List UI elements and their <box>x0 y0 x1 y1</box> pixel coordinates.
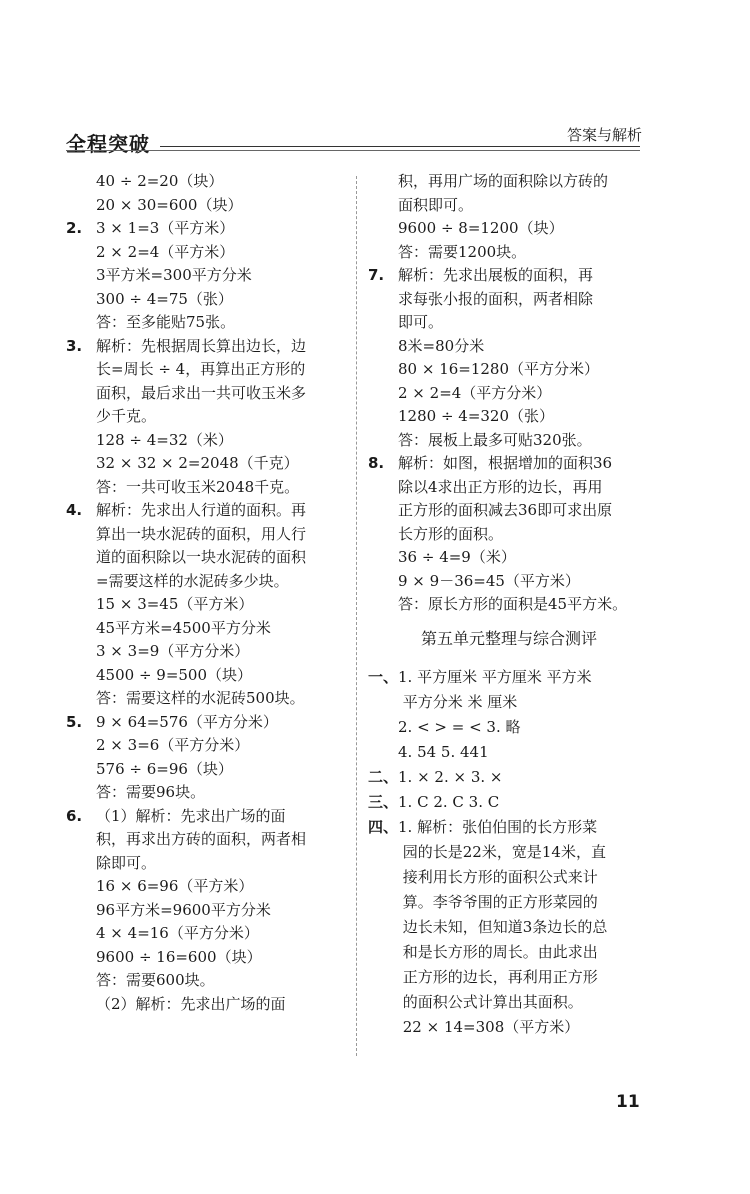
line-text: 正方形的面积减去36即可求出原 <box>398 501 613 519</box>
line-text: 9 × 9－36=45（平方米） <box>398 571 580 590</box>
item-number: 4. <box>66 501 83 519</box>
line-text: 积，再用广场的面积除以方砖的 <box>398 172 609 190</box>
line-text: 4500 ÷ 9=500（块） <box>96 665 253 684</box>
answer-line <box>368 452 650 476</box>
answer-line <box>66 711 354 735</box>
line-text: 答：至多能贴75张。 <box>96 313 236 331</box>
item-number: 5. <box>66 712 83 731</box>
answer-line <box>368 990 650 1015</box>
line-text: 面积即可。 <box>398 195 474 214</box>
line-text: 答：一共可收玉米2048千克。 <box>96 477 300 496</box>
line-text: 45平方米=4500平方分米 <box>96 618 271 637</box>
line-text: 少千克。 <box>96 407 157 425</box>
header-rule-lower <box>66 150 640 151</box>
right-column <box>368 170 650 1040</box>
answer-line <box>368 915 650 940</box>
item-number: 三、 <box>368 792 399 811</box>
line-text: 除即可。 <box>96 853 157 872</box>
answer-line <box>368 840 650 865</box>
answer-line <box>368 217 650 241</box>
line-text: 80 × 16=1280（平方分米） <box>398 360 600 378</box>
line-text: 1. × 2. × 3. × <box>398 767 503 786</box>
answer-line <box>66 194 354 218</box>
answer-line <box>368 523 650 547</box>
item-number: 6. <box>66 806 83 825</box>
answer-line <box>368 940 650 965</box>
line-text: 解析：先求出人行道的面积。再 <box>96 501 307 519</box>
answer-line <box>368 499 650 523</box>
line-text: 2 × 2=4（平方米） <box>96 242 235 261</box>
answer-line <box>66 382 354 406</box>
answer-line <box>368 241 650 265</box>
line-text: 2 × 2=4（平方分米） <box>398 383 552 402</box>
line-text: 3 × 3=9（平方分米） <box>96 642 250 660</box>
answer-line <box>66 405 354 429</box>
line-text: 除以4求出正方形的边长，再用 <box>398 477 603 496</box>
answer-line <box>66 264 354 288</box>
header-brand: 全程突破 <box>66 132 150 156</box>
column-divider <box>356 176 357 1056</box>
answer-line <box>66 170 354 194</box>
line-text: 求每张小报的面积，两者相除 <box>398 289 594 308</box>
line-text: 正方形的边长，再利用正方形 <box>398 967 598 986</box>
line-text: 2. < > = < 3. 略 <box>398 717 521 736</box>
answer-line <box>368 288 650 312</box>
answer-line <box>368 194 650 218</box>
line-text: 解析：先求出展板的面积，再 <box>398 266 594 284</box>
answer-line <box>368 715 650 740</box>
page-number: 11 <box>616 1092 640 1112</box>
line-text: 接利用长方形的面积公式来计 <box>398 867 598 886</box>
answer-line <box>368 740 650 765</box>
line-text: 面积，最后求出一共可收玉米多 <box>96 383 307 402</box>
item-number: 2. <box>66 219 83 237</box>
line-text: 算。李爷爷围的正方形菜园的 <box>398 892 598 911</box>
section-title: 第五单元整理与综合测评 <box>420 628 597 648</box>
line-text: 4 × 4=16（平方分米） <box>96 924 259 942</box>
answer-line <box>66 499 354 523</box>
line-text: 答：展板上最多可贴320张。 <box>398 430 592 449</box>
item-number: 3. <box>66 336 83 355</box>
answer-line <box>66 523 354 547</box>
line-text: 4. 54 5. 441 <box>398 742 489 761</box>
line-text: 积，再求出方砖的面积，两者相 <box>96 830 307 848</box>
answer-line <box>368 546 650 570</box>
item-number: 二、 <box>368 767 399 786</box>
answer-line <box>66 781 354 805</box>
answer-line <box>66 217 354 241</box>
line-text: 15 × 3=45（平方米） <box>96 595 254 613</box>
line-text: 平方分米 米 厘米 <box>398 692 518 711</box>
line-text: 576 ÷ 6=96（块） <box>96 759 233 778</box>
line-text: 1. 平方厘米 平方厘米 平方米 <box>398 667 592 686</box>
line-text: 边长未知，但知道3条边长的总 <box>398 917 608 936</box>
line-text: 和是长方形的周长。由此求出 <box>398 942 598 961</box>
answer-line <box>368 476 650 500</box>
answer-line <box>368 765 650 790</box>
answer-line <box>66 899 354 923</box>
answer-line <box>66 593 354 617</box>
line-text: 1280 ÷ 4=320（张） <box>398 407 555 425</box>
line-text: 即可。 <box>398 313 444 331</box>
line-text: 96平方米=9600平方分米 <box>96 900 271 919</box>
answer-line <box>66 875 354 899</box>
line-text: 40 ÷ 2=20（块） <box>96 172 224 190</box>
line-text: 1. 解析：张伯伯围的长方形菜 <box>398 817 598 836</box>
answer-line <box>66 805 354 829</box>
answer-line <box>66 311 354 335</box>
item-number: 一、 <box>368 667 399 686</box>
left-column <box>66 170 354 1016</box>
answer-line <box>368 593 650 617</box>
answer-line <box>66 946 354 970</box>
answer-line <box>368 790 650 815</box>
answer-line <box>66 617 354 641</box>
line-text: 园的长是22米，宽是14米，直 <box>398 842 606 861</box>
answer-line <box>66 429 354 453</box>
line-text: 2 × 3=6（平方分米） <box>96 736 250 754</box>
line-text: 答：需要这样的水泥砖500块。 <box>96 689 305 707</box>
line-text: 解析：先根据周长算出边长，边 <box>96 336 307 355</box>
answer-line <box>66 476 354 500</box>
line-text: （2）解析：先求出广场的面 <box>96 994 286 1013</box>
answer-line <box>66 828 354 852</box>
answer-line <box>66 922 354 946</box>
answer-line <box>66 335 354 359</box>
line-text: 300 ÷ 4=75（张） <box>96 289 233 308</box>
answer-line <box>368 335 650 359</box>
line-text: 128 ÷ 4=32（米） <box>96 430 233 449</box>
line-text: 3平方米=300平方分米 <box>96 266 252 284</box>
answer-line <box>66 570 354 594</box>
line-text: 9 × 64=576（平方分米） <box>96 712 278 731</box>
line-text: 8米=80分米 <box>398 336 485 355</box>
line-text: 16 × 6=96（平方米） <box>96 877 254 895</box>
answer-line <box>66 734 354 758</box>
answer-line <box>368 965 650 990</box>
item-number: 7. <box>368 266 385 284</box>
line-text: 22 × 14=308（平方米） <box>398 1017 580 1036</box>
answer-line <box>66 358 354 382</box>
answer-line <box>368 570 650 594</box>
answer-line <box>368 405 650 429</box>
answer-line <box>368 1015 650 1040</box>
answer-line <box>66 852 354 876</box>
line-text: 答：需要96块。 <box>96 783 206 801</box>
answer-line <box>66 758 354 782</box>
line-text: （1）解析：先求出广场的面 <box>96 806 286 825</box>
line-text: 9600 ÷ 16=600（块） <box>96 947 262 966</box>
line-text: 20 × 30=600（块） <box>96 195 243 214</box>
header-section-title: 答案与解析 <box>566 126 642 144</box>
header-rule <box>160 146 640 147</box>
line-text: 道的面积除以一块水泥砖的面积 <box>96 548 307 566</box>
answer-line <box>368 890 650 915</box>
answer-line <box>66 969 354 993</box>
line-text: 1. C 2. C 3. C <box>398 792 500 811</box>
line-text: 32 × 32 × 2=2048（千克） <box>96 454 299 472</box>
answer-line <box>66 452 354 476</box>
answer-line <box>66 664 354 688</box>
answer-line <box>368 264 650 288</box>
answer-line <box>368 311 650 335</box>
answer-line <box>368 429 650 453</box>
line-text: 3 × 1=3（平方米） <box>96 219 235 237</box>
answer-line <box>368 382 650 406</box>
answer-line <box>66 546 354 570</box>
line-text: 长方形的面积。 <box>398 524 504 543</box>
answer-line <box>368 815 650 840</box>
answer-line <box>368 690 650 715</box>
line-text: 答：需要1200块。 <box>398 242 527 261</box>
answer-line <box>66 640 354 664</box>
answer-line <box>66 241 354 265</box>
line-text: 9600 ÷ 8=1200（块） <box>398 219 564 237</box>
line-text: 的面积公式计算出其面积。 <box>398 992 583 1011</box>
line-text: 答：需要600块。 <box>96 971 215 989</box>
item-number: 8. <box>368 454 385 472</box>
line-text: 算出一块水泥砖的面积，用人行 <box>96 524 307 543</box>
line-text: =需要这样的水泥砖多少块。 <box>96 571 289 590</box>
answer-line <box>368 170 650 194</box>
answer-line <box>66 288 354 312</box>
answer-line <box>66 687 354 711</box>
line-text: 解析：如图，根据增加的面积36 <box>398 454 613 472</box>
answer-line <box>368 865 650 890</box>
answer-line <box>66 993 354 1017</box>
answer-line <box>368 358 650 382</box>
answer-line <box>368 665 650 690</box>
line-text: 答：原长方形的面积是45平方米。 <box>398 595 628 613</box>
line-text: 36 ÷ 4=9（米） <box>398 548 516 566</box>
line-text: 长=周长 ÷ 4，再算出正方形的 <box>96 360 306 378</box>
item-number: 四、 <box>368 817 399 836</box>
